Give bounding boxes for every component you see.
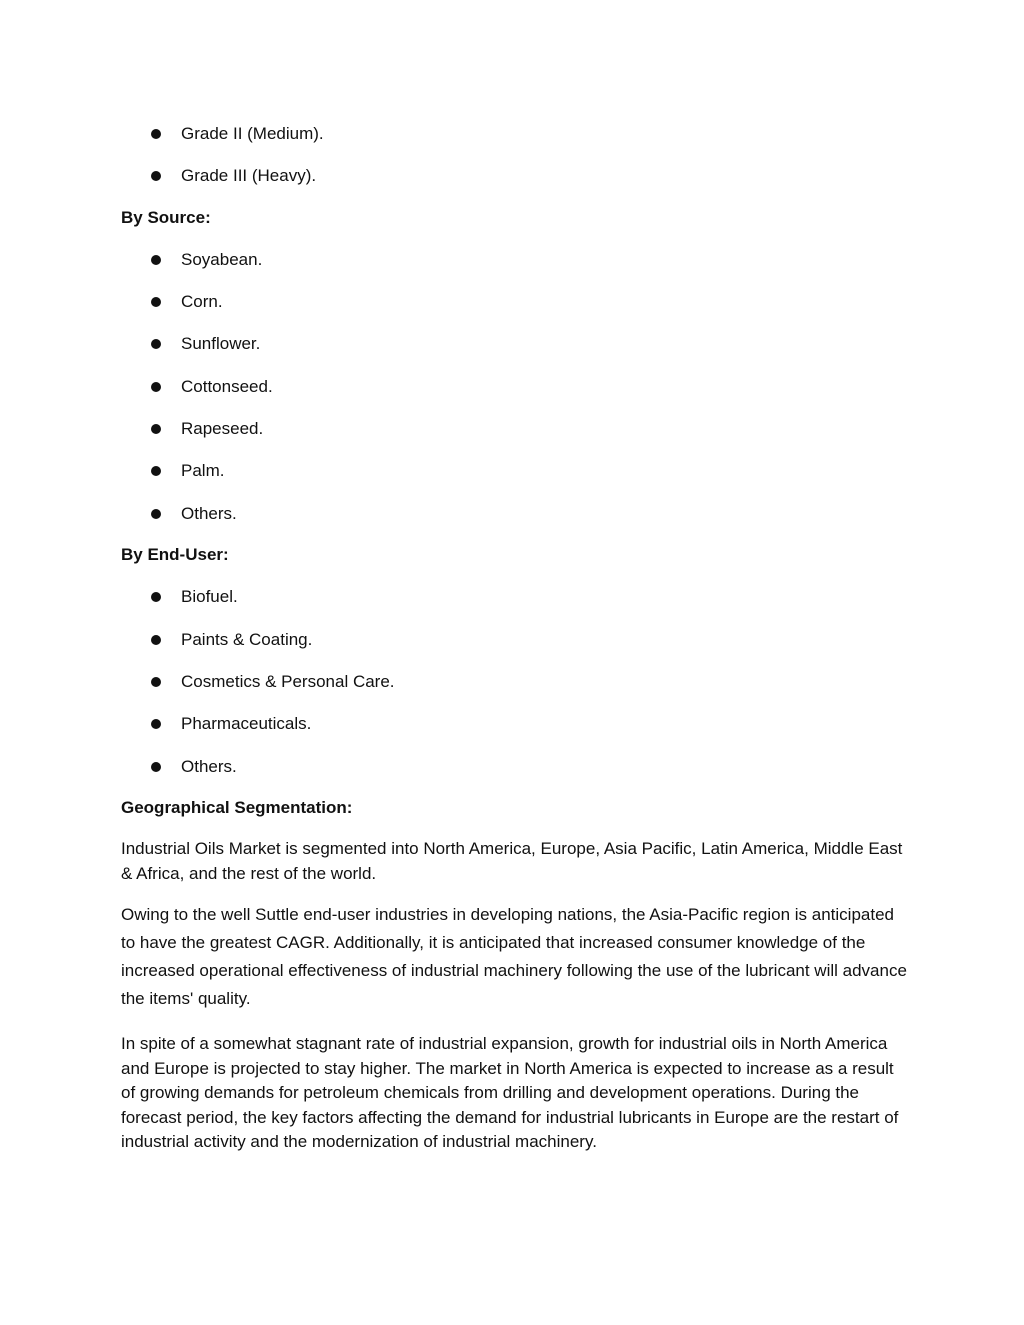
bullet-icon [151,677,161,687]
list-item-source [0,331,1024,357]
list-item-source [0,289,1024,315]
bullet-icon [151,297,161,307]
list-item-grade [0,121,1024,147]
list-item-text: Others. [181,504,237,523]
bullet-icon [151,719,161,729]
section-heading-by-source: By Source: [121,208,211,227]
list-item-source [0,501,1024,527]
list-item-end-user [0,711,1024,737]
bullet-icon [151,339,161,349]
list-item-source [0,374,1024,400]
bullet-icon [151,762,161,772]
list-item-text: Biofuel. [181,587,238,606]
list-item-end-user [0,754,1024,780]
list-item-end-user [0,669,1024,695]
paragraph-north-america-europe: In spite of a somewhat stagnant rate of industrial expansion, growth for industrial oils in North America and Europe is projected to stay higher. The market in North America is expected to increase as a result of growing demands for petroleum chemicals from drilling and development operations. During the forecast period, the key factors affecting the demand for industrial lubricants in Europe are the restart of industrial activity and the modernization of industrial machinery. [121,1034,899,1151]
bullet-icon [151,171,161,181]
list-item-source [0,416,1024,442]
list-item-text: Soyabean. [181,250,263,269]
section-heading-by-end-user: By End-User: [121,545,229,564]
paragraph-segmentation: Industrial Oils Market is segmented into North America, Europe, Asia Pacific, Latin America, Middle East & Africa, and the rest of the world. [121,839,903,883]
list-item-source [0,458,1024,484]
bullet-icon [151,466,161,476]
list-item-text: Cottonseed. [181,377,273,396]
list-item-text: Cosmetics & Personal Care. [181,672,395,691]
bullet-icon [151,255,161,265]
list-item-end-user [0,584,1024,610]
bullet-icon [151,509,161,519]
list-item-text: Paints & Coating. [181,630,313,649]
list-item-end-user [0,627,1024,653]
bullet-icon [151,592,161,602]
bullet-icon [151,129,161,139]
section-heading-geographical: Geographical Segmentation: [121,798,353,817]
list-item-text: Grade III (Heavy). [181,166,317,185]
list-item-text: Sunflower. [181,334,261,353]
list-item-source [0,247,1024,273]
bullet-icon [151,635,161,645]
list-item-text: Others. [181,757,237,776]
list-item-text: Palm. [181,461,225,480]
bullet-icon [151,424,161,434]
paragraph-asia-pacific: Owing to the well Suttle end-user industries in developing nations, the Asia-Pacific region is anticipated to have the greatest CAGR. Additionally, it is anticipated that increased consumer knowledge of the increased operational effectiveness of industrial machinery following the use of the lubricant will advance the items' quality. [121,905,907,1008]
bullet-icon [151,382,161,392]
list-item-text: Pharmaceuticals. [181,714,312,733]
list-item-text: Grade II (Medium). [181,124,324,143]
list-item-text: Corn. [181,292,223,311]
list-item-text: Rapeseed. [181,419,264,438]
list-item-grade [0,163,1024,189]
